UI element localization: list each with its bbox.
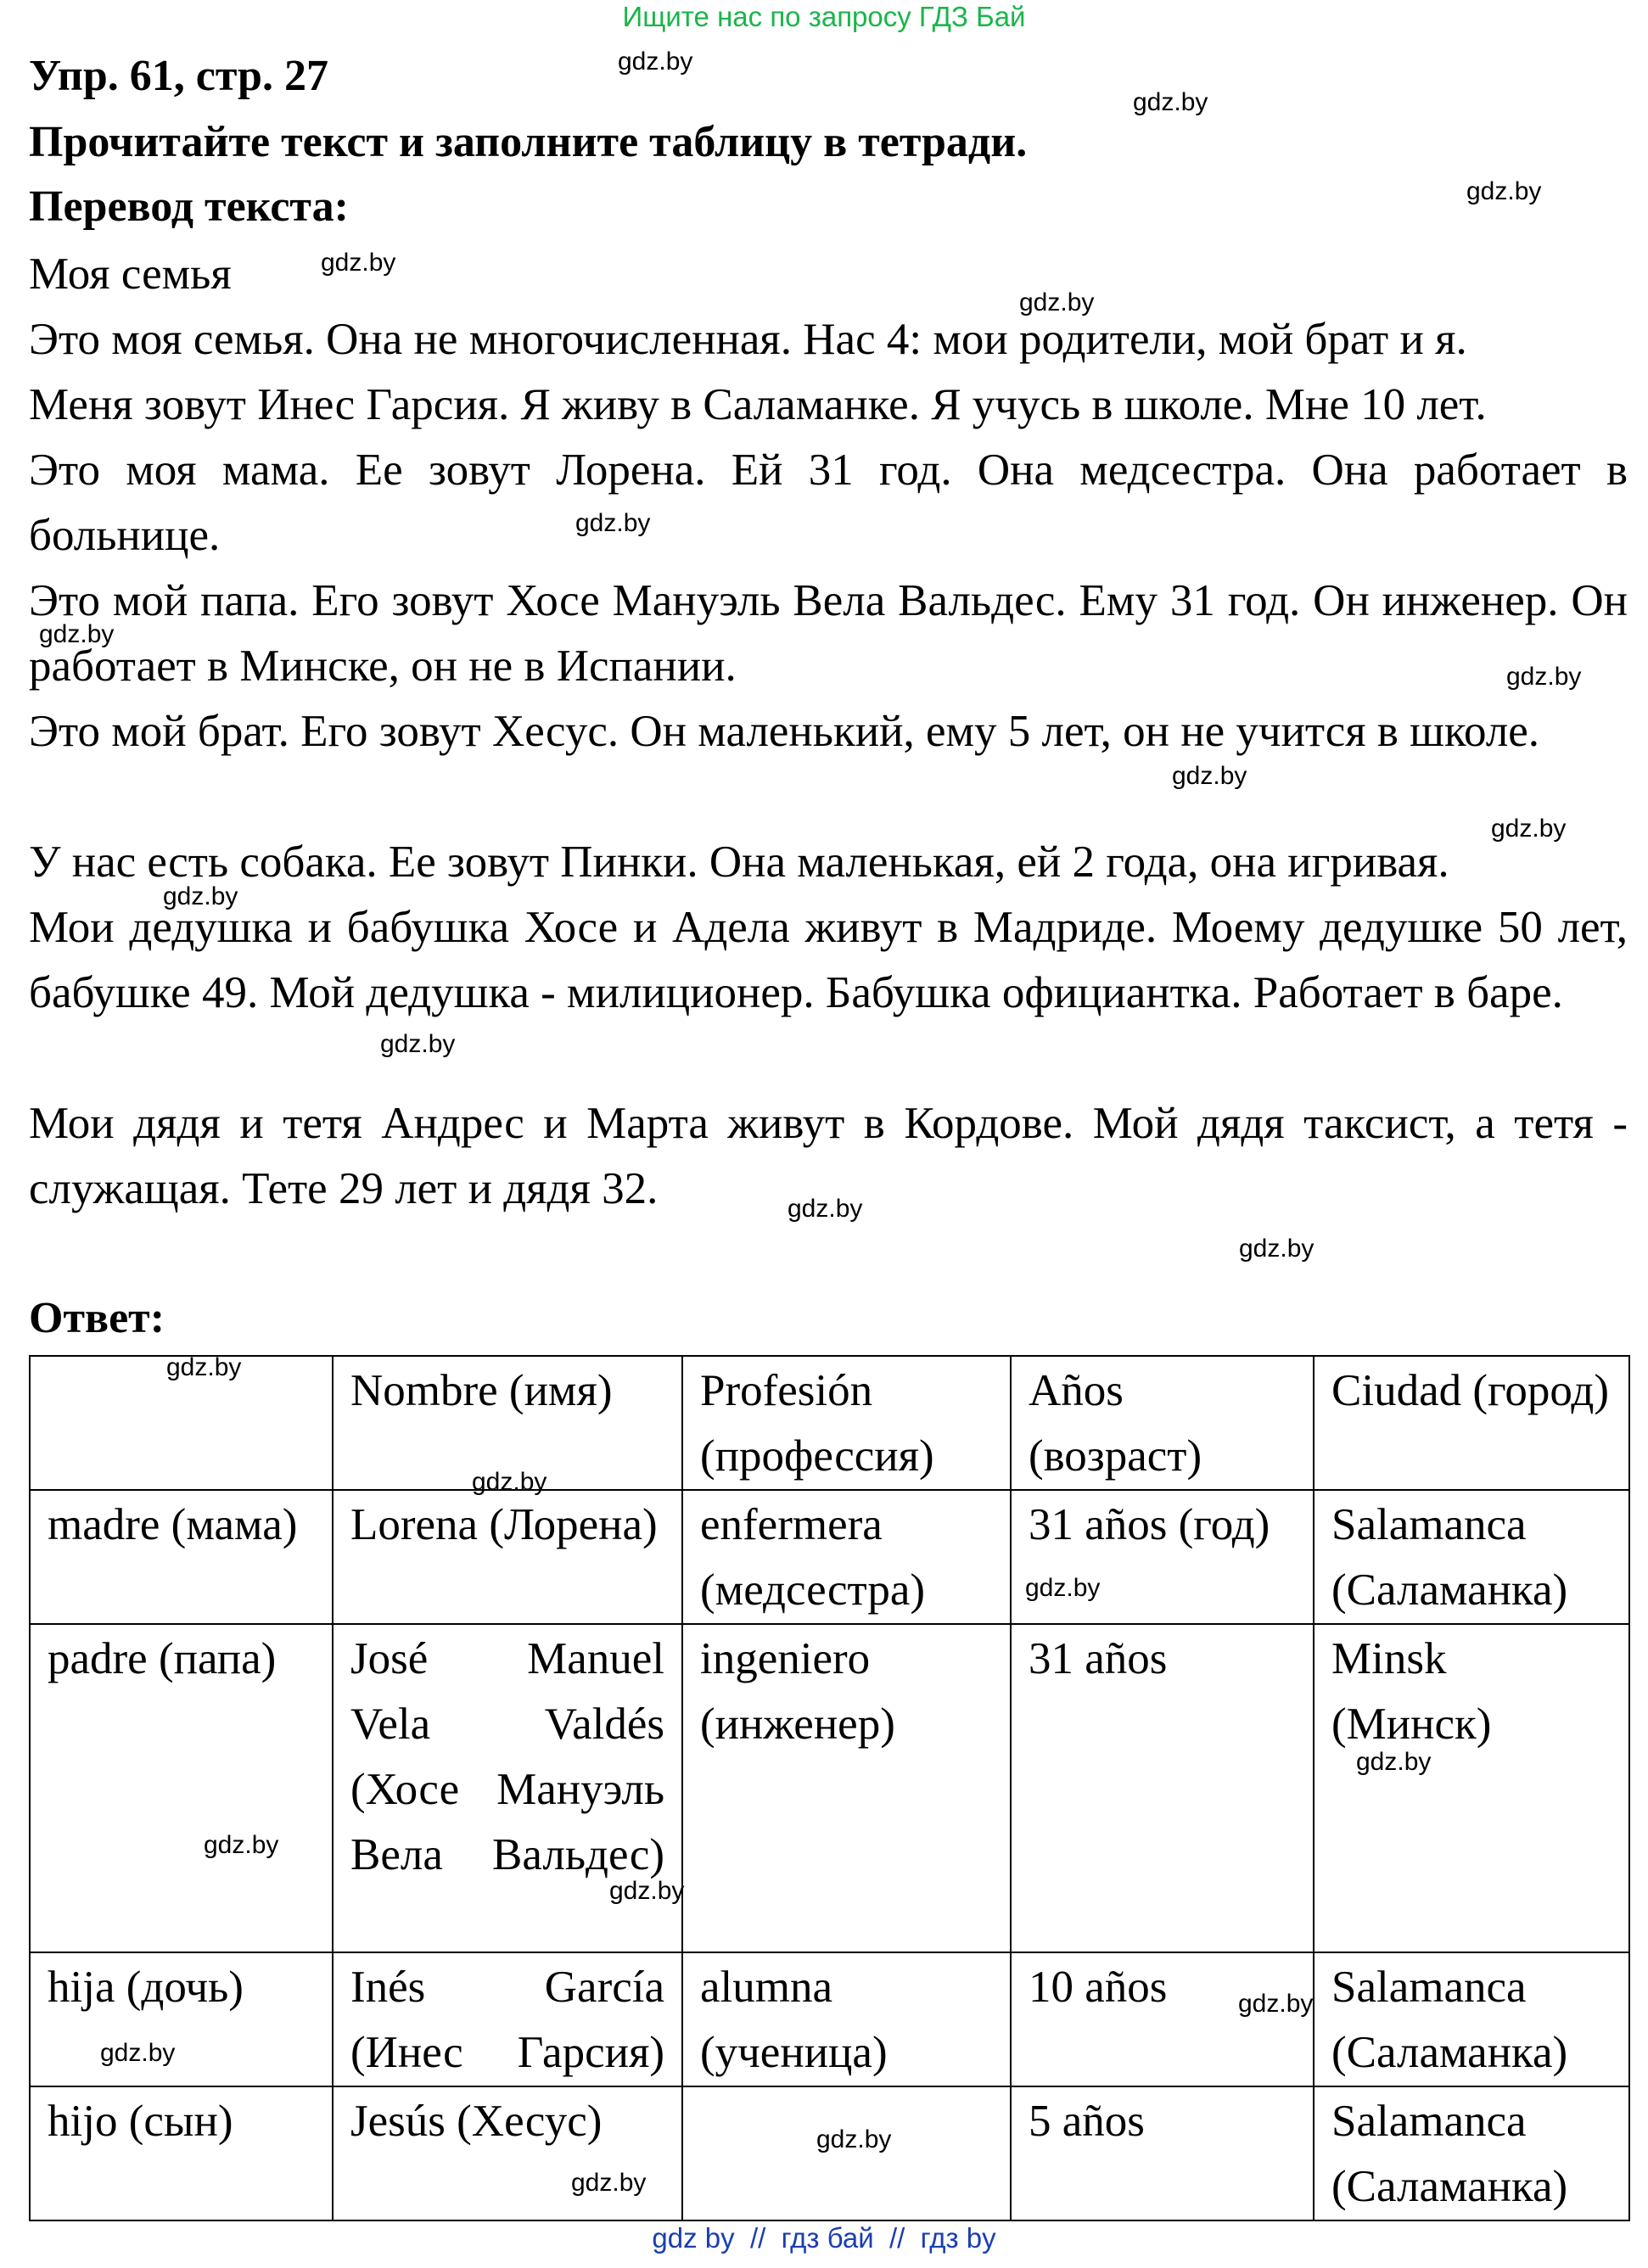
table-row xyxy=(30,1624,1629,1952)
paragraph-5: Это мой брат. Его зовут Хесус. Он маленький, ему 5 лет, он не учится в школе. xyxy=(29,707,1540,756)
table-cell: alumna (ученица) xyxy=(682,1952,1011,2086)
table-cell: 31 años xyxy=(1011,1624,1314,1952)
table-header-cell: Nombre (имя) xyxy=(333,1356,682,1490)
watermark: gdz.by xyxy=(618,48,693,76)
table-cell: padre (папа) xyxy=(30,1624,333,1952)
watermark: gdz.by xyxy=(1025,1574,1101,1602)
table-cell: Lorena (Лорена) xyxy=(333,1490,682,1624)
watermark: gdz.by xyxy=(575,509,651,537)
table-header-cell: Años (возраст) xyxy=(1011,1356,1314,1490)
table-cell: Inés García (Инес Гарсия) xyxy=(333,1952,682,2086)
answer-table xyxy=(29,1355,1630,2221)
task-instruction: Прочитайте текст и заполните таблицу в тетради. xyxy=(29,118,1028,166)
watermark: gdz.by xyxy=(1019,288,1095,316)
watermark: gdz.by xyxy=(1466,177,1542,205)
paragraph-6: У нас есть собака. Ее зовут Пинки. Она маленькая, ей 2 года, она игривая. xyxy=(29,837,1449,887)
watermark: gdz.by xyxy=(1506,663,1582,691)
watermark: gdz.by xyxy=(204,1831,279,1859)
table-cell: José Manuel Vela Valdés (Хосе Мануэль Вела Вальдес) xyxy=(333,1624,682,1952)
table-cell: Salamanca (Саламанка) xyxy=(1314,1952,1629,2086)
table-cell: 5 años xyxy=(1011,2086,1314,2220)
table-cell: 31 años (год) xyxy=(1011,1490,1314,1624)
watermark: gdz.by xyxy=(1239,1235,1314,1263)
table-cell: Salamanca (Саламанка) xyxy=(1314,2086,1629,2220)
answer-label: Ответ: xyxy=(29,1294,165,1342)
paragraph-3: Это моя мама. Ее зовут Лорена. Ей 31 год. Она медсестра. Она работает в больнице. xyxy=(29,445,1628,560)
table-cell: Jesús (Хесус) xyxy=(333,2086,682,2220)
table-cell: enfermera (медсестра) xyxy=(682,1490,1011,1624)
watermark: gdz.by xyxy=(321,249,396,277)
table-cell: ingeniero (инженер) xyxy=(682,1624,1011,1952)
watermark: gdz.by xyxy=(380,1030,456,1058)
table-header-cell: Profesión (профессия) xyxy=(682,1356,1011,1490)
table-row xyxy=(30,1952,1629,2086)
paragraph-2: Меня зовут Инес Гарсия. Я живу в Саламанке. Я учусь в школе. Мне 10 лет. xyxy=(29,380,1487,429)
table-header-cell: Ciudad (город) xyxy=(1314,1356,1629,1490)
watermark: gdz.by xyxy=(1172,762,1247,790)
paragraph-7: Мои дедушка и бабушка Хосе и Адела живут в Мадриде. Моему дедушке 50 лет, бабушке 49. Мой дедушка - милиционер. Бабушка официантка. Работает в баре. xyxy=(29,903,1628,1017)
table-cell: 10 años xyxy=(1011,1952,1314,2086)
watermark: gdz.by xyxy=(166,1353,242,1381)
watermark: gdz.by xyxy=(571,2169,647,2197)
footer: gdz by // гдз бай // гдз by xyxy=(652,2222,996,2254)
watermark: gdz.by xyxy=(1133,88,1208,116)
table-cell: hijo (сын) xyxy=(30,2086,333,2220)
watermark: gdz.by xyxy=(1356,1748,1432,1776)
watermark: gdz.by xyxy=(816,2125,892,2153)
watermark: gdz.by xyxy=(1238,1990,1314,2018)
exercise-title: Упр. 61, стр. 27 xyxy=(29,52,328,100)
paragraph-1: Это моя семья. Она не многочисленная. Нас 4: мои родители, мой брат и я. xyxy=(29,315,1467,364)
watermark: gdz.by xyxy=(39,620,115,648)
watermark: gdz.by xyxy=(788,1195,863,1223)
paragraph-8: Мои дядя и тетя Андрес и Марта живут в Кордове. Мой дядя таксист, а тетя - служащая. Тете 29 лет и дядя 32. xyxy=(29,1099,1628,1213)
table-cell: Salamanca (Саламанка) xyxy=(1314,1490,1629,1624)
table-cell: Minsk (Минск) xyxy=(1314,1624,1629,1952)
table-header-row xyxy=(30,1356,1629,1490)
watermark: gdz.by xyxy=(100,2039,176,2067)
translation-heading: Перевод текста: xyxy=(29,182,349,231)
table-row xyxy=(30,1490,1629,1624)
top-banner: Ищите нас по запросу ГДЗ Бай xyxy=(622,1,1026,32)
paragraph-4: Это мой папа. Его зовут Хосе Мануэль Вела Вальдес. Ему 31 год. Он инженер. Он работает в Минске, он не в Испании. xyxy=(29,576,1628,691)
table-cell: madre (мама) xyxy=(30,1490,333,1624)
watermark: gdz.by xyxy=(163,882,238,910)
watermark: gdz.by xyxy=(609,1877,685,1905)
text-title: Моя семья xyxy=(29,249,232,299)
table-cell: hija (дочь) xyxy=(30,1952,333,2086)
watermark: gdz.by xyxy=(1491,815,1567,843)
watermark: gdz.by xyxy=(472,1468,547,1496)
